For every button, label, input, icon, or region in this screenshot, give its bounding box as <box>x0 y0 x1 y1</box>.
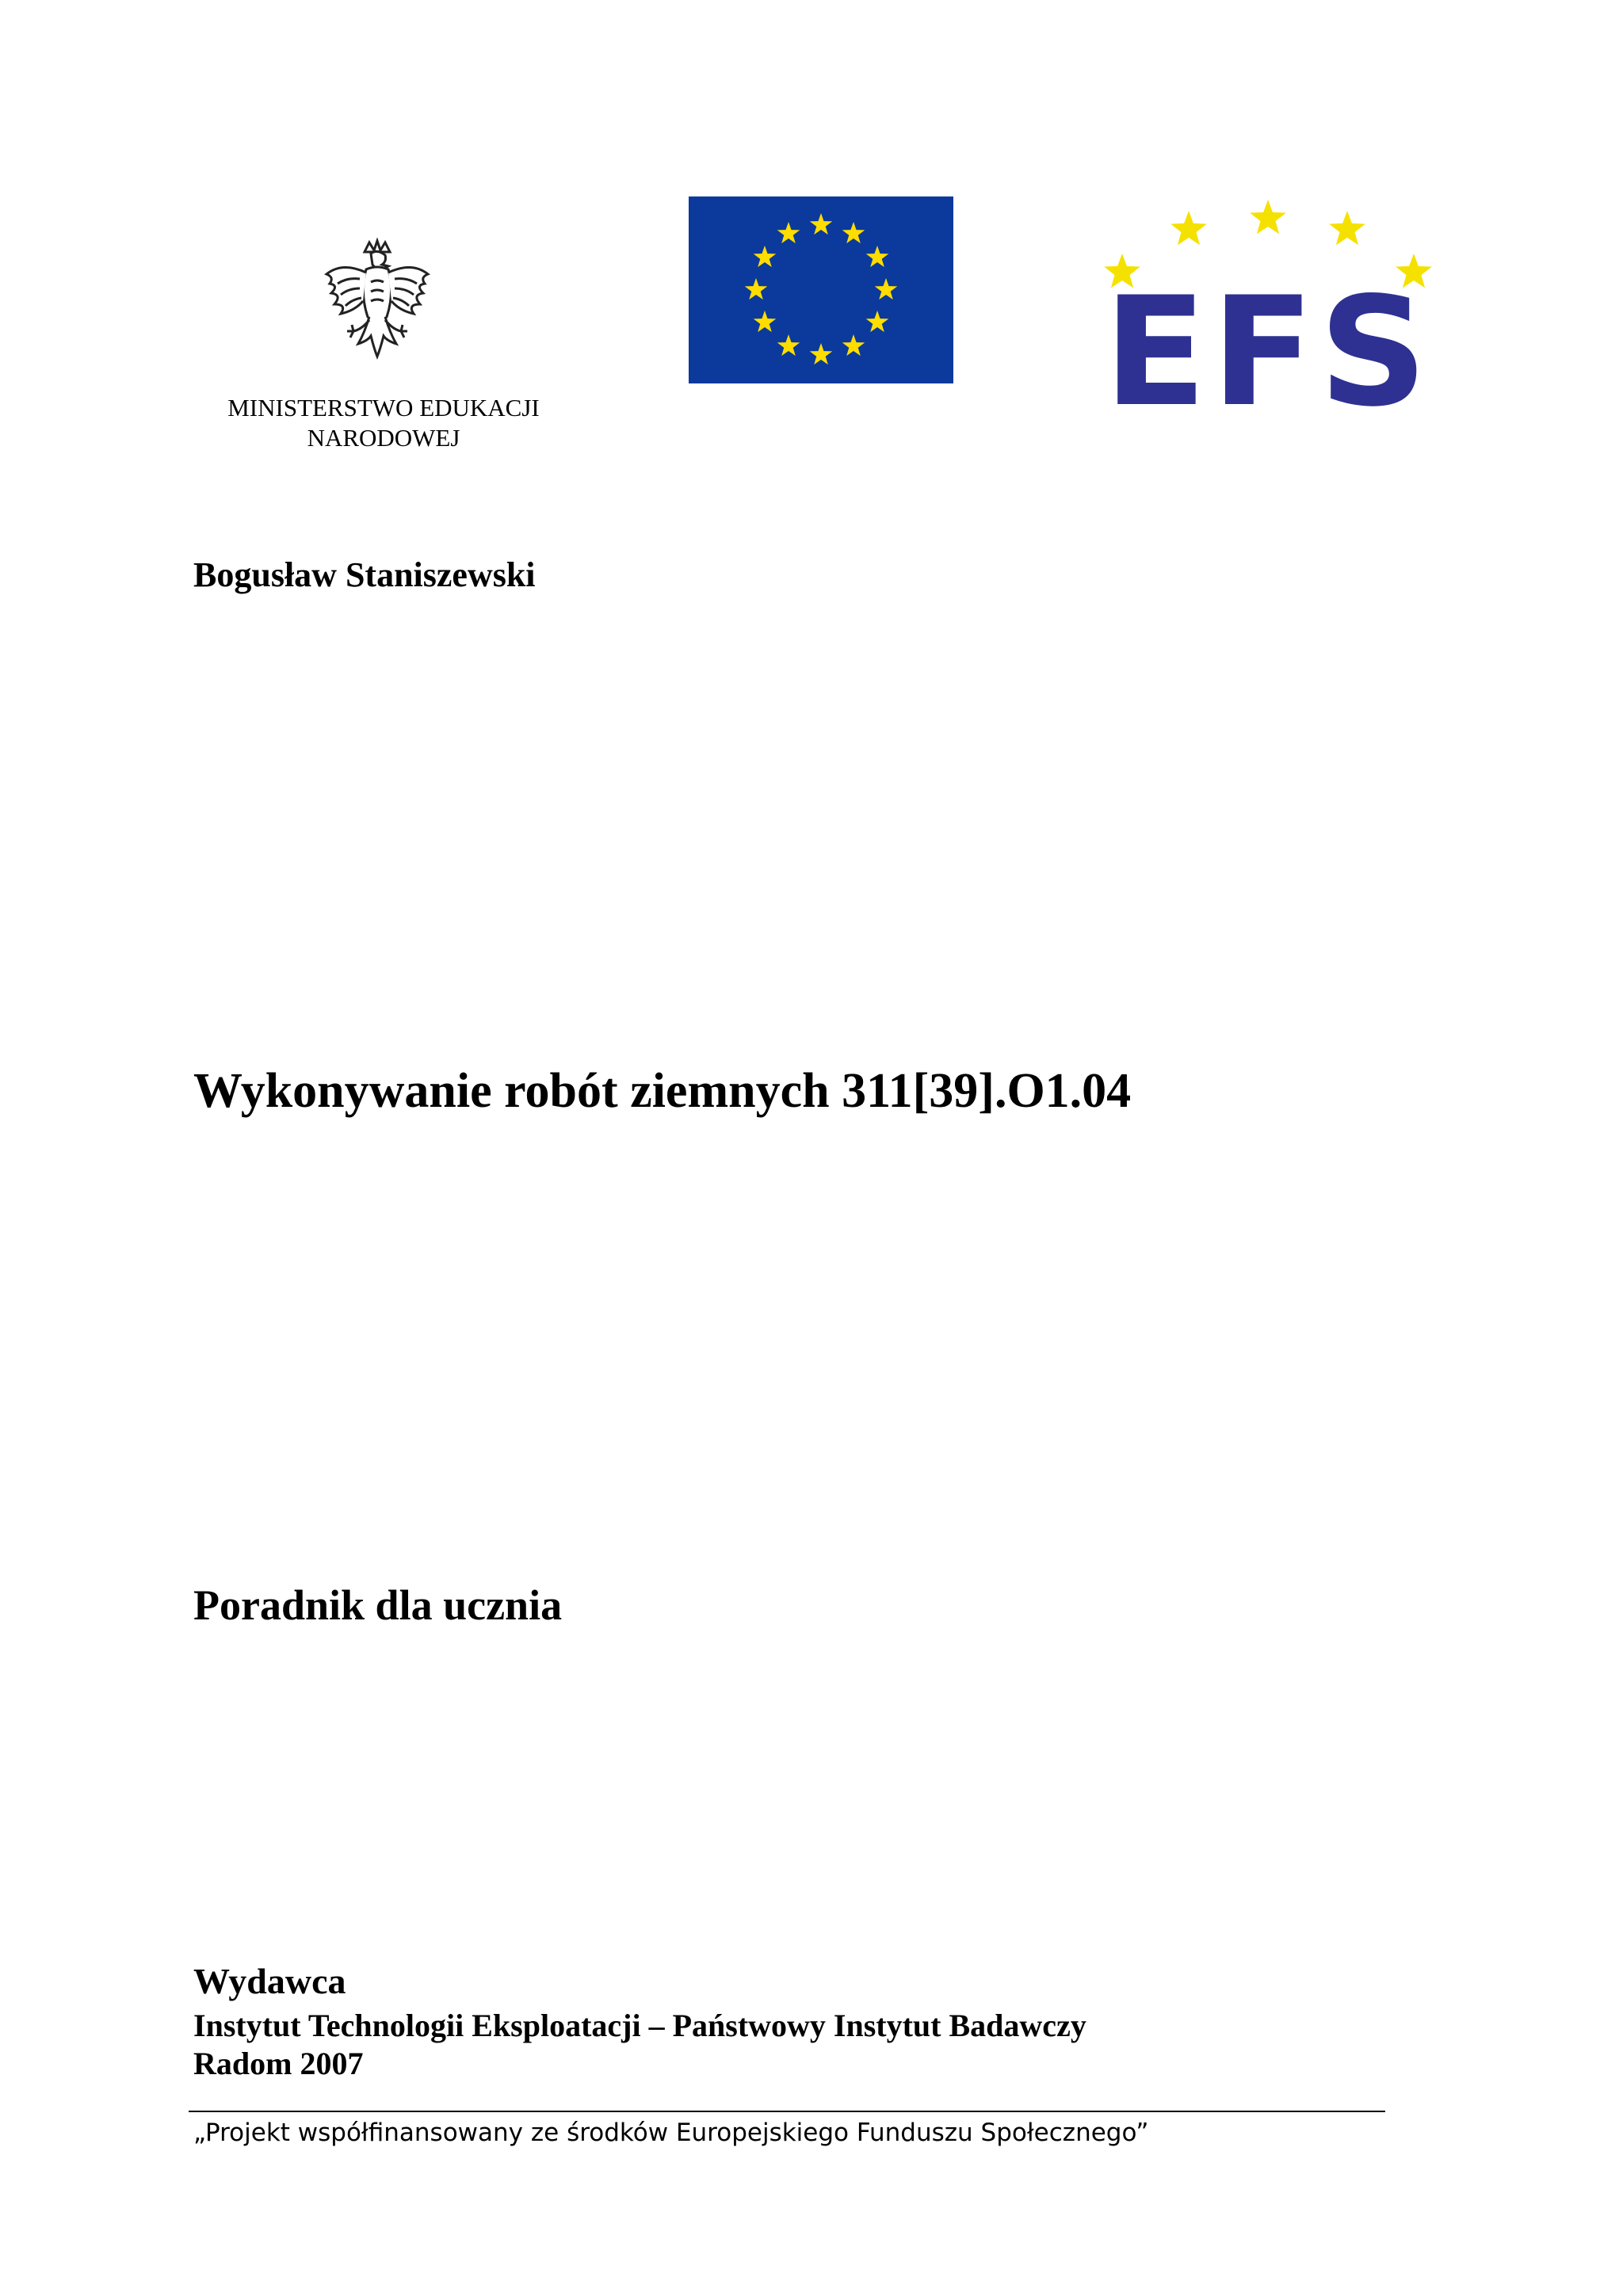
ministry-name <box>193 393 574 453</box>
efs-star-icon <box>1250 200 1286 234</box>
ministry-name-line1: MINISTERSTWO EDUKACJI <box>227 394 540 421</box>
polish-eagle-emblem-icon <box>319 238 436 364</box>
publisher-place-year: Radom 2007 <box>193 2046 364 2081</box>
publisher-label: Wydawca <box>193 1961 346 2001</box>
eu-flag-icon <box>689 196 953 383</box>
efs-star-icon <box>1170 211 1207 245</box>
efs-logo <box>1094 190 1442 428</box>
footer-note: „Projekt współfinansowany ze środków Europejskiego Funduszu Społecznego” <box>193 2119 1149 2147</box>
document-subtitle: Poradnik dla ucznia <box>193 1581 563 1629</box>
efs-logo-text: EFS <box>1103 265 1433 428</box>
efs-star-icon <box>1329 211 1365 245</box>
document-title: Wykonywanie robót ziemnych 311[39].O1.04 <box>193 1064 1132 1118</box>
ministry-name-line2: NARODOWEJ <box>307 424 460 452</box>
publisher-name: Instytut Technologii Eksploatacji – Państwowy Instytut Badawczy <box>193 2008 1086 2043</box>
author-name: Bogusław Staniszewski <box>193 555 536 594</box>
footer-divider <box>189 2111 1385 2112</box>
